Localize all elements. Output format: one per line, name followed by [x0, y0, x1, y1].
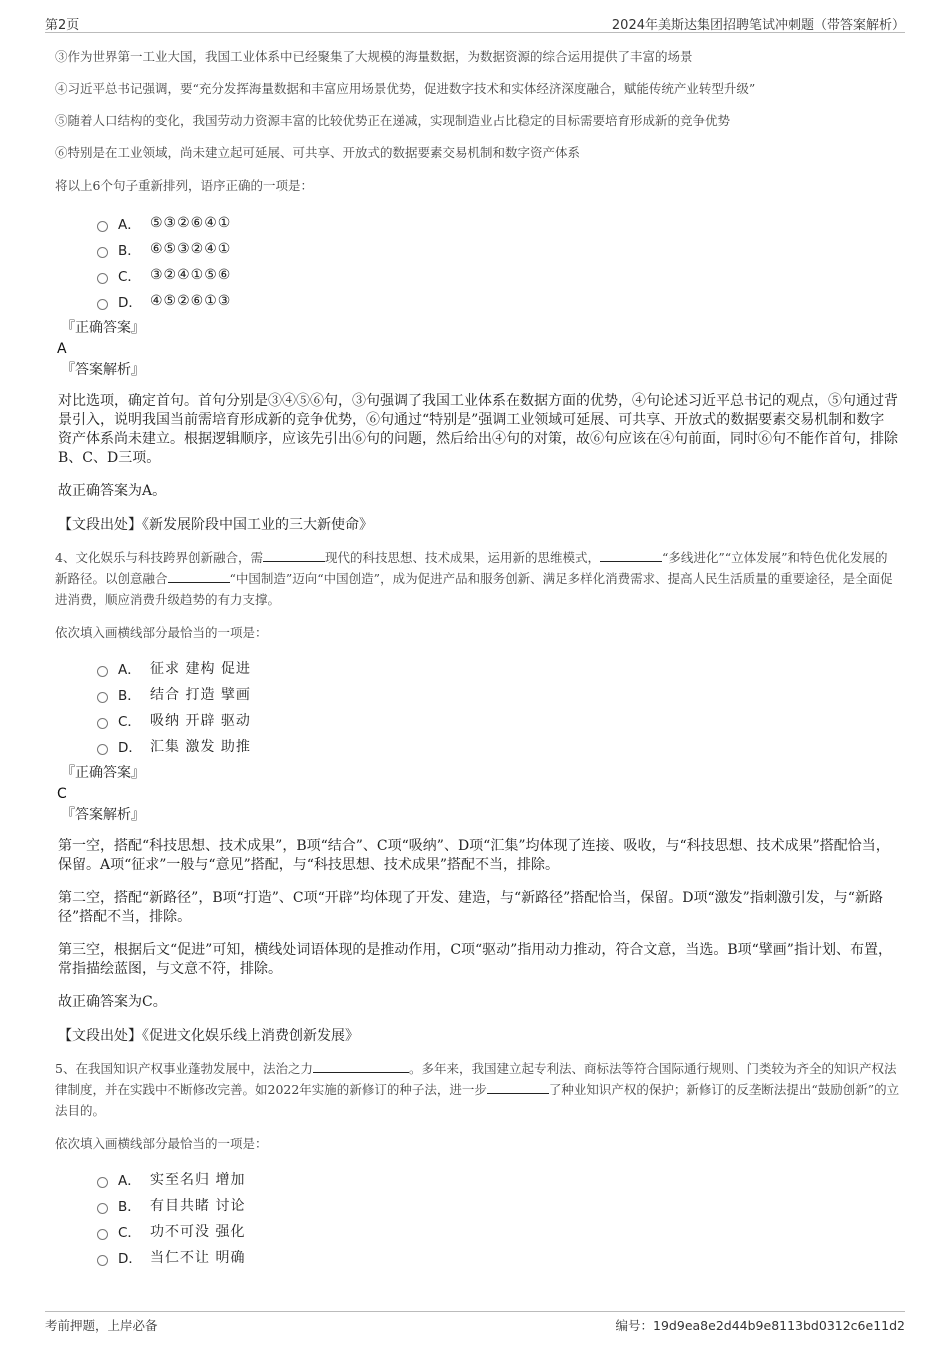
- page-content: [55, 38, 900, 1270]
- q5-prompt: 依次填入画横线部分最恰当的一项是：: [55, 1136, 268, 1151]
- q4-prompt: 依次填入画横线部分最恰当的一项是：: [55, 625, 268, 640]
- document-title: 2024年美斯达集团招聘笔试冲刺题（带答案解析）: [611, 18, 905, 33]
- q4-option-d[interactable]: D． 汇集 激发 助推: [97, 733, 900, 759]
- sentence-5: ⑤随着人口结构的变化，我国劳动力资源丰富的比较优势正在递减，实现制造业占比稳定的目标需要培育形成新的竞争优势: [55, 113, 731, 128]
- sentence-3: ③作为世界第一工业大国，我国工业体系中已经聚集了大规模的海量数据，为数据资源的综合运用提供了丰富的场景: [55, 49, 693, 64]
- page-header: [45, 10, 905, 33]
- q4-conclusion: 故正确答案为C。: [58, 994, 167, 1010]
- q4-options: [97, 655, 900, 759]
- page-footer: [45, 1311, 905, 1336]
- blank-1: [263, 549, 325, 562]
- q3-analysis-label: 『答案解析』: [61, 362, 145, 378]
- q3-option-c[interactable]: C． ③②④①⑤⑥: [97, 262, 900, 288]
- q4-analysis-1: 第一空，搭配“科技思想、技术成果”，B项“结合”、C项“吸纳”、D项“汇集”均体现了连接、吸收，与“科技思想、技术成果”搭配恰当，保留。A项“征求”一般与“意见”搭配，与“科技思想、技术成果”搭配不当，排除。: [58, 838, 890, 873]
- q3-options: [97, 210, 900, 314]
- radio-icon[interactable]: [97, 666, 108, 677]
- q3-prompt: 将以上6个句子重新排列，语序正确的一项是：: [55, 178, 313, 193]
- radio-icon[interactable]: [97, 1255, 108, 1266]
- radio-icon[interactable]: [97, 744, 108, 755]
- q3-conclusion: 故正确答案为A。: [58, 483, 167, 499]
- q4-analysis-3: 第三空，根据后文“促进”可知，横线处词语体现的是推动作用，C项“驱动”指用动力推动，符合文意，当选。B项“擘画”指计划、布置，常指描绘蓝图，与文意不符，排除。: [58, 942, 892, 977]
- blank-3: [168, 570, 230, 583]
- q3-option-a[interactable]: A． ⑤③②⑥④①: [97, 210, 900, 236]
- blank-1: [313, 1060, 409, 1073]
- q4-source: 【文段出处】《促进文化娱乐线上消费创新发展》: [58, 1028, 359, 1044]
- page-number: 第2页: [45, 18, 80, 33]
- q5-stem: 5、在我国知识产权事业蓬勃发展中，法治之力 。多年来，我国建立起专利法、商标法等符合国际通行规则、门类较为齐全的知识产权法律制度，并在实践中不断修改完善。如2022年实施的新修订的种子法，进一步 了种业知识产权的保护；新修订的反垄断法提出“鼓励创新”的立法目的。: [55, 1061, 900, 1118]
- radio-icon[interactable]: [97, 247, 108, 258]
- q5-options: [97, 1166, 900, 1270]
- q5-option-c[interactable]: C． 功不可没 强化: [97, 1218, 900, 1244]
- q3-answer-label: 『正确答案』: [61, 320, 145, 336]
- radio-icon[interactable]: [97, 718, 108, 729]
- q4-option-c[interactable]: C． 吸纳 开辟 驱动: [97, 707, 900, 733]
- radio-icon[interactable]: [97, 1203, 108, 1214]
- q3-option-d[interactable]: D． ④⑤②⑥①③: [97, 288, 900, 314]
- q5-option-d[interactable]: D． 当仁不让 明确: [97, 1244, 900, 1270]
- radio-icon[interactable]: [97, 1177, 108, 1188]
- radio-icon[interactable]: [97, 273, 108, 284]
- q4-analysis-2: 第二空，搭配“新路径”，B项“打造”、C项“开辟”均体现了开发、建造，与“新路径”搭配恰当，保留。D项“激发”指刺激引发，与“新路径”搭配不当，排除。: [58, 890, 883, 925]
- q3-source: 【文段出处】《新发展阶段中国工业的三大新使命》: [58, 517, 373, 533]
- blank-2: [600, 549, 662, 562]
- sentence-6: ⑥特别是在工业领域，尚未建立起可延展、可共享、开放式的数据要素交易机制和数字资产体系: [55, 145, 581, 160]
- radio-icon[interactable]: [97, 221, 108, 232]
- footer-slogan: 考前押题，上岸必备: [45, 1318, 158, 1333]
- q4-answer-label: 『正确答案』: [61, 765, 145, 781]
- radio-icon[interactable]: [97, 299, 108, 310]
- q4-stem: 4、文化娱乐与科技跨界创新融合，需 现代的科技思想、技术成果，运用新的思维模式， “多线进化”“立体发展”和特色优化发展的新路径。以创意融合 “中国制造”迈向“中国创造”，成为促进产品和服务创新、满足多样化消费需求、提高人民生活质量的重要途径，是全面促进消费，顺应消费升级趋势的有力支撑。: [55, 550, 893, 607]
- blank-2: [487, 1081, 549, 1094]
- q4-option-a[interactable]: A． 征求 建构 促进: [97, 655, 900, 681]
- q3-answer: A: [57, 341, 67, 357]
- q3-analysis-text: 对比选项，确定首句。首句分别是③④⑤⑥句，③句强调了我国工业体系在数据方面的优势，④句论述习近平总书记的观点，⑤句通过背景引入，说明我国当前需培育形成新的竞争优势，⑥句通过“特别是”强调工业领域可延展、可共享、开放式的数据要素交易机制和数字资产体系尚未建立。根据逻辑顺序，应该先引出⑥句的问题，然后给出④句的对策，故⑥句应该在④句前面，同时⑥句不能作首句，排除B、C、D三项。: [58, 393, 898, 466]
- q4-analysis-label: 『答案解析』: [61, 807, 145, 823]
- document-id: 编号：19d9ea8e2d44b9e8113bd0312c6e11d2: [615, 1318, 905, 1333]
- sentence-4: ④习近平总书记强调，要“充分发挥海量数据和丰富应用场景优势，促进数字技术和实体经济深度融合，赋能传统产业转型升级”: [55, 81, 756, 96]
- q3-option-b[interactable]: B． ⑥⑤③②④①: [97, 236, 900, 262]
- q5-option-b[interactable]: B． 有目共睹 讨论: [97, 1192, 900, 1218]
- q4-answer: C: [57, 786, 67, 802]
- q5-option-a[interactable]: A． 实至名归 增加: [97, 1166, 900, 1192]
- radio-icon[interactable]: [97, 1229, 108, 1240]
- q4-option-b[interactable]: B． 结合 打造 擘画: [97, 681, 900, 707]
- radio-icon[interactable]: [97, 692, 108, 703]
